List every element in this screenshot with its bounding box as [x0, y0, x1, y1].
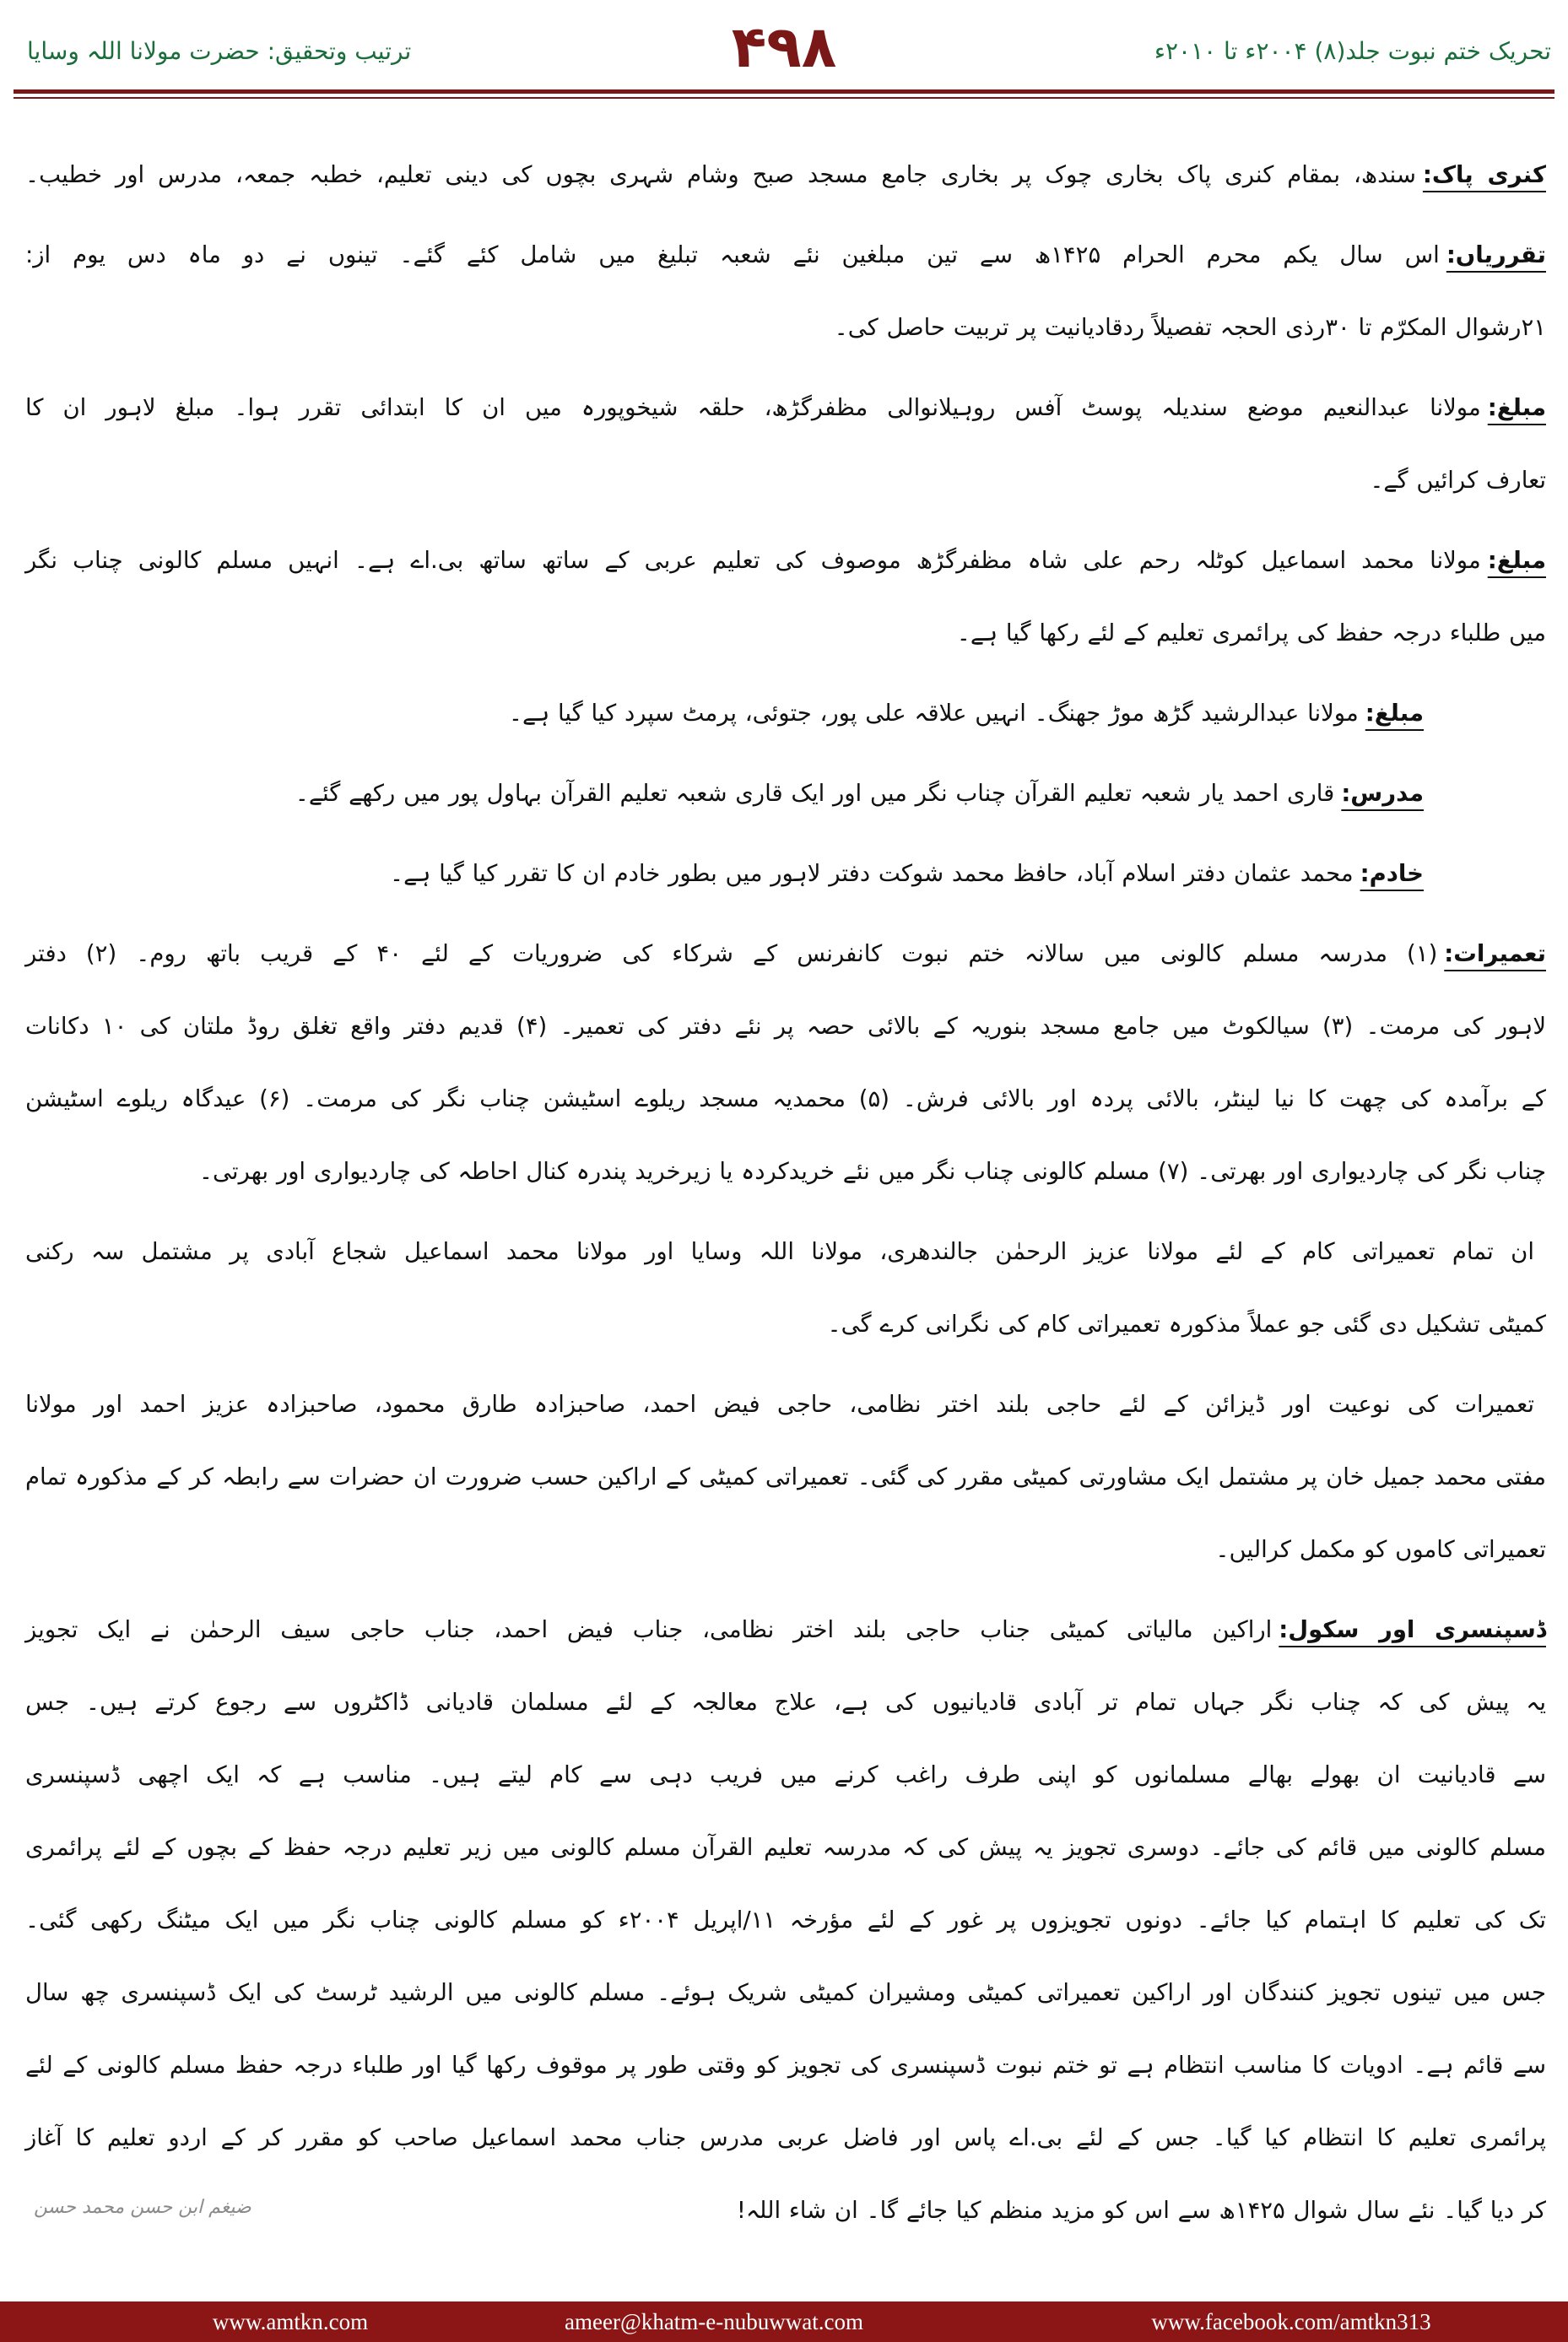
body-line: [25, 1215, 1546, 1288]
page-number: ۴۹۸: [731, 14, 837, 81]
body-line: [25, 1884, 1546, 1956]
line-text: مفتی محمد جمیل خان پر مشتمل ایک مشاورتی کمیٹی مقرر کی گئی۔ تعمیراتی کمیٹی کے اراکین حسب ضرورت ان حضرات سے رابطہ کر کے مذکورہ تمام: [25, 1463, 1546, 1490]
body-line: [25, 444, 1546, 517]
body-line: [25, 371, 1546, 444]
line-text: تعمیرات کی نوعیت اور ڈیزائن کے لئے حاجی بلند اختر نظامی، حاجی فیض احمد، صاحبزادہ طارق محمود، صاحبزادہ عزیز احمد اور مولانا: [25, 1391, 1534, 1418]
section-heading: خادم:: [1360, 860, 1424, 887]
page-header: [0, 0, 1568, 105]
handwritten-signature: ضیغم ابن حسن محمد حسن: [34, 2197, 251, 2218]
body-line: [25, 990, 1546, 1063]
facebook-link[interactable]: www.facebook.com/amtkn313: [1151, 2309, 1431, 2334]
line-text: اس سال یکم محرم الحرام ۱۴۲۵ھ سے تین مبلغین نئے شعبہ تبلیغ میں شامل کئے گئے۔ تینوں نے دو ماہ دس یوم از:: [25, 241, 1440, 268]
line-text: چناب نگر کی چاردیواری اور بھرتی۔ (۷) مسلم کالونی چناب نگر میں نئے خریدکردہ یا زیرخرید پندرہ کنال احاطہ کی چاردیواری اور بھرتی۔: [198, 1158, 1546, 1185]
line-text: لاہور کی مرمت۔ (۳) سیالکوٹ میں جامع مسجد بنوریہ کے بالائی حصہ پر نئے دفتر کی تعمیر۔ (۴) قدیم دفتر واقع تغلق روڈ ملتان کی ۱۰ دکانات: [25, 1013, 1547, 1040]
line-text: تعارف کرائیں گے۔: [1370, 467, 1546, 494]
body-line: [25, 917, 1546, 990]
line-text: (۱) مدرسہ مسلم کالونی میں سالانہ ختم نبوت کانفرنس کے شرکاء کی ضروریات کے لئے ۴۰ کے قریب باتھ روم۔ (۲) دفتر: [25, 940, 1438, 967]
body-line: [25, 597, 1546, 669]
body-line: [25, 757, 1546, 830]
body-line: [25, 1811, 1546, 1884]
line-text: سندھ، بمقام کنری پاک بخاری چوک پر بخاری جامع مسجد صبح وشام شہری بچوں کی دینی تعلیم، خطبہ جمعہ، مدرس اور خطیب۔: [25, 161, 1416, 188]
line-text: میں طلباء درجہ حفظ کی پرائمری تعلیم کے لئے رکھا گیا ہے۔: [956, 619, 1546, 646]
section-heading: مبلغ:: [1365, 700, 1424, 727]
body-line: [25, 1063, 1546, 1135]
line-text: اراکین مالیاتی کمیٹی جناب حاجی بلند اختر نظامی، جناب فیض احمد، جناب حاجی سیف الرحمٰن نے ایک تجویز: [25, 1616, 1273, 1643]
page-body: [25, 138, 1546, 2247]
page-footer: [0, 2301, 1568, 2342]
line-text: مولانا محمد اسماعیل کوٹلہ رحم علی شاہ مظفرگڑھ موصوف کی تعلیم عربی کے ساتھ ساتھ بی.اے ہے۔ انہیں مسلم کالونی چناب نگر: [25, 547, 1481, 574]
line-text: تعمیراتی کاموں کو مکمل کرالیں۔: [1215, 1536, 1546, 1563]
body-line: [25, 1368, 1546, 1441]
section-heading: تقرریاں:: [1446, 241, 1546, 268]
section-heading: تعمیرات:: [1444, 940, 1546, 967]
line-text: کر دیا گیا۔ نئے سال شوال ۱۴۲۵ھ سے اس کو مزید منظم کیا جائے گا۔ ان شاء اللہ!: [736, 2197, 1546, 2224]
line-text: مولانا عبدالرشید گڑھ موڑ جھنگ۔ انہیں علاقہ علی پور، جتوئی، پرمٹ سپرد کیا گیا ہے۔: [508, 700, 1359, 727]
line-text: سے قادیانیت ان بھولے بھالے مسلمانوں کو اپنی طرف راغب کرنے میں فریب دہی سے کام لیتے ہیں۔ مناسب ہے کہ ایک اچھی ڈسپنسری: [25, 1761, 1546, 1788]
line-text: ان تمام تعمیراتی کام کے لئے مولانا عزیز الرحمٰن جالندھری، مولانا اللہ وسایا اور مولانا محمد اسماعیل شجاع آبادی پر مشتمل سہ رکنی: [25, 1238, 1534, 1265]
header-rule-thin: [14, 97, 1554, 99]
body-line: [25, 1513, 1546, 1586]
section-heading: ڈسپنسری اور سکول:: [1279, 1616, 1547, 1643]
body-line: [25, 1956, 1546, 2029]
body-line: [25, 1288, 1546, 1360]
body-line: [25, 1666, 1546, 1739]
website-link[interactable]: www.amtkn.com: [212, 2309, 369, 2334]
line-text: قاری احمد یار شعبہ تعلیم القرآن چناب نگر میں اور ایک قاری شعبہ تعلیم القرآن بہاول پور میں رکھے گئے۔: [295, 780, 1335, 807]
book-title: تحریک ختم نبوت جلد(۸) ۲۰۰۴ء تا ۲۰۱۰ء: [1154, 37, 1551, 65]
body-line: [25, 2174, 1546, 2247]
line-text: یہ پیش کی کہ چناب نگر جہاں تمام تر آبادی قادیانیوں کی ہے، علاج معالجہ کے لئے مسلمان قادیانی ڈاکٹروں سے رجوع کرتے ہیں۔ جس: [25, 1689, 1546, 1716]
body-line: [25, 524, 1546, 597]
line-text: محمد عثمان دفتر اسلام آباد، حافظ محمد شوکت دفتر لاہور میں بطور خادم ان کا تقرر کیا گیا ہے۔: [390, 860, 1354, 887]
line-text: کمیٹی تشکیل دی گئی جو عملاً مذکورہ تعمیراتی کام کی نگرانی کرے گی۔: [827, 1311, 1546, 1338]
body-line: [25, 291, 1546, 364]
body-line: [25, 677, 1546, 749]
line-text: مسلم کالونی میں قائم کی جائے۔ دوسری تجویز یہ پیش کی کہ مدرسہ تعلیم القرآن مسلم کالونی میں زیر تعلیم درجہ حفظ کے بچوں کے لئے پرائمری: [25, 1834, 1546, 1861]
line-text: پرائمری تعلیم کا انتظام کیا گیا۔ جس کے لئے بی.اے پاس اور فاضل عربی مدرس جناب محمد اسماعیل صاحب کو مقرر کر کے اردو تعلیم کا آغاز: [25, 2124, 1546, 2151]
body-line: [25, 2029, 1546, 2101]
line-text: جس میں تینوں تجویز کنندگان اور اراکین تعمیراتی کمیٹی ومشیران کمیٹی شریک ہوئے۔ مسلم کالونی میں الرشید ٹرسٹ کی ایک ڈسپنسری چھ سال: [25, 1979, 1546, 2006]
body-line: [25, 2101, 1546, 2174]
compiler-credit: ترتیب وتحقیق: حضرت مولانا اللہ وسایا: [27, 37, 412, 65]
header-rule-thick: [14, 89, 1554, 94]
body-line: [25, 1739, 1546, 1811]
line-text: تک کی تعلیم کا اہتمام کیا جائے۔ دونوں تجویزوں پر غور کے لئے مؤرخہ ۱۱/اپریل ۲۰۰۴ء کو مسلم کالونی چناب نگر میں ایک میٹنگ رکھی گئی۔: [25, 1907, 1546, 1934]
line-text: کے برآمدہ کی چھت کا نیا لینٹر، بالائی پردہ اور بالائی فرش۔ (۵) محمدیہ مسجد ریلوے اسٹیشن چناب نگر کی مرمت۔ (۶) عیدگاہ ریلوے اسٹیشن: [25, 1085, 1546, 1112]
line-text: سے قائم ہے۔ ادویات کا مناسب انتظام ہے تو ختم نبوت ڈسپنسری کی تجویز کو وقتی طور پر موقوف رکھا گیا اور طلباء درجہ حفظ مسلم کالونی کے لئے: [25, 2052, 1546, 2079]
body-line: [25, 1135, 1546, 1208]
section-heading: کنری پاک:: [1422, 161, 1546, 188]
body-line: [25, 138, 1546, 211]
body-line: [25, 219, 1546, 291]
line-text: ۲۱رشوال المکرّم تا ۳۰رذی الحجہ تفصیلاً ردقادیانیت پر تربیت حاصل کی۔: [834, 314, 1546, 341]
line-text: مولانا عبدالنعیم موضع سندیلہ پوسٹ آفس روہیلانوالی مظفرگڑھ، حلقہ شیخوپورہ میں ان کا ابتدائی تقرر ہوا۔ مبلغ لاہور ان کا: [25, 394, 1481, 421]
section-heading: مدرس:: [1341, 780, 1424, 807]
body-line: [25, 1593, 1546, 1666]
section-heading: مبلغ:: [1487, 394, 1546, 421]
body-line: [25, 837, 1546, 910]
body-line: [25, 1441, 1546, 1513]
section-heading: مبلغ:: [1487, 547, 1546, 574]
email-link[interactable]: ameer@khatm-e-nubuwwat.com: [565, 2309, 863, 2334]
